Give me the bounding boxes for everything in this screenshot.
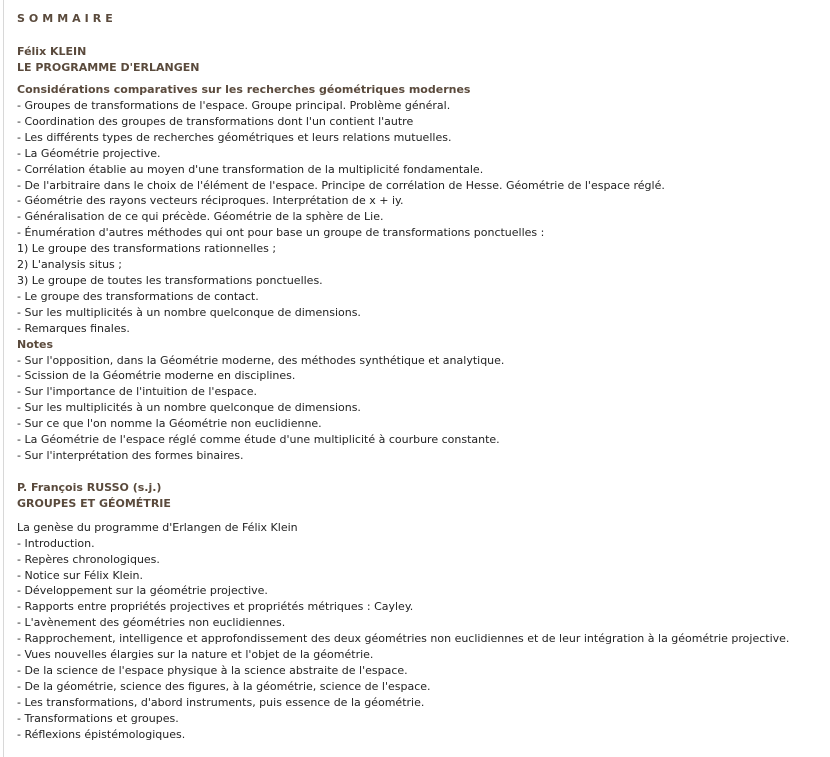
list-item: 2) L'analysis situs ;	[17, 258, 122, 272]
list-item: - Sur les multiplicités à un nombre quelconque de dimensions.	[17, 305, 361, 319]
note-item: - Sur l'interprétation des formes binaires.	[17, 448, 244, 462]
list-item: - Rapprochement, intelligence et approfondissement des deux géométries non euclidiennes et de leur intégration à la géométrie projective.	[17, 632, 790, 646]
section2-work-title: GROUPES ET GÉOMÉTRIE	[17, 496, 171, 510]
list-item: - De la science de l'espace physique à la science abstraite de l'espace.	[17, 664, 408, 677]
list-item: - Coordination des groupes de transformations dont l'un contient l'autre	[17, 114, 414, 128]
summary-heading: SOMMAIRE	[17, 12, 117, 25]
list-item: - Vues nouvelles élargies sur la nature et l'objet de la géométrie.	[17, 648, 374, 662]
list-item: 3) Le groupe de toutes les transformations ponctuelles.	[17, 273, 323, 287]
list-item: - Généralisation de ce qui précède. Géométrie de la sphère de Lie.	[17, 210, 384, 224]
list-item: - Réflexions épistémologiques.	[17, 727, 186, 741]
section2-intro: La genèse du programme d'Erlangen de Félix Klein	[17, 520, 298, 534]
section2-items-list	[17, 536, 827, 743]
section1-author: Félix KLEIN	[17, 45, 87, 58]
list-item: - La Géométrie projective.	[17, 146, 161, 160]
list-item: - Le groupe des transformations de contact.	[17, 289, 259, 303]
section2-author: P. François RUSSO (s.j.)	[17, 480, 162, 494]
list-item: - Rapports entre propriétés projectives et propriétés métriques : Cayley.	[17, 600, 414, 614]
list-item: - Géométrie des rayons vecteurs réciproques. Interprétation de x + iy.	[17, 194, 404, 208]
list-item: - Les différents types de recherches géométriques et leurs relations mutuelles.	[17, 130, 452, 144]
list-item: 1) Le groupe des transformations rationnelles ;	[17, 242, 277, 256]
list-item: - Repères chronologiques.	[17, 552, 160, 566]
note-item: - Sur l'opposition, dans la Géométrie moderne, des méthodes synthétique et analytique.	[17, 353, 505, 367]
section1-work-title: LE PROGRAMME D'ERLANGEN	[17, 61, 200, 74]
notes-list	[17, 353, 827, 464]
list-item: - De l'arbitraire dans le choix de l'élément de l'espace. Principe de corrélation de Hesse. Géométrie de l'espace réglé.	[17, 178, 665, 192]
list-item: - Groupes de transformations de l'espace. Groupe principal. Problème général.	[17, 99, 451, 112]
list-item: - Notice sur Félix Klein.	[17, 568, 144, 582]
list-item: - Corrélation établie au moyen d'une transformation de la multiplicité fondamentale.	[17, 162, 484, 176]
list-item: - Énumération d'autres méthodes qui ont pour base un groupe de transformations ponctuelles :	[17, 226, 545, 240]
note-item: - Sur les multiplicités à un nombre quelconque de dimensions.	[17, 401, 361, 415]
note-item: - Scission de la Géométrie moderne en disciplines.	[17, 369, 296, 383]
list-item: - Transformations et groupes.	[17, 711, 179, 725]
note-item: - Sur ce que l'on nomme la Géométrie non euclidienne.	[17, 417, 322, 431]
section1-items-list	[17, 98, 827, 337]
list-item: - De la géométrie, science des figures, à la géométrie, science de l'espace.	[17, 679, 431, 693]
section1-subtitle: Considérations comparatives sur les recherches géométriques modernes	[17, 83, 471, 96]
notes-heading: Notes	[17, 337, 54, 351]
list-item: - Développement sur la géométrie projective.	[17, 584, 268, 598]
note-item: - La Géométrie de l'espace réglé comme étude d'une multiplicité à courbure constante.	[17, 433, 500, 447]
list-item: - Remarques finales.	[17, 321, 130, 335]
summary-content	[17, 11, 827, 743]
list-item: - Introduction.	[17, 536, 95, 550]
list-item: - L'avènement des géométries non euclidiennes.	[17, 616, 286, 630]
left-border-rule	[3, 0, 4, 757]
list-item: - Les transformations, d'abord instruments, puis essence de la géométrie.	[17, 695, 425, 709]
note-item: - Sur l'importance de l'intuition de l'espace.	[17, 385, 257, 399]
